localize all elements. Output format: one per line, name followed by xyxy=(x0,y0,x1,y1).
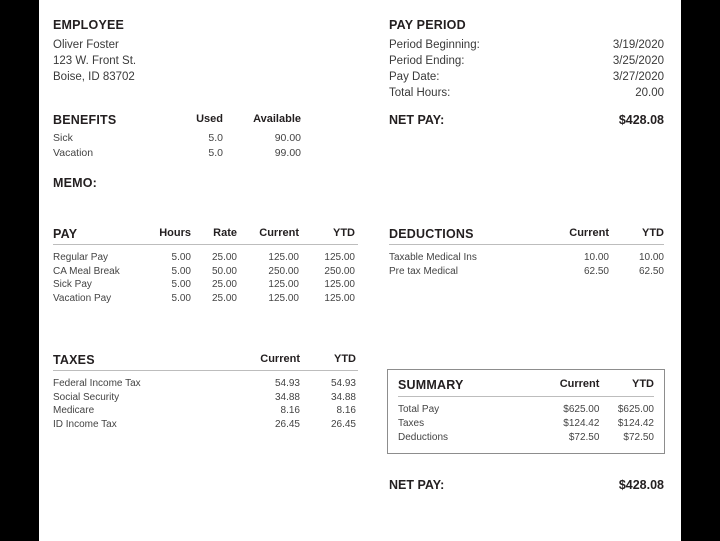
tax-current: 54.93 xyxy=(274,378,300,389)
benefit-available: 90.00 xyxy=(274,132,301,144)
net-pay-top-label: NET PAY: xyxy=(389,113,445,127)
table-row xyxy=(398,431,654,445)
pay-item-name: CA Meal Break xyxy=(53,265,120,277)
table-row xyxy=(398,403,654,417)
summary-item-ytd: $124.42 xyxy=(617,418,654,429)
summary-header-row xyxy=(398,378,654,397)
pay-table-heading: PAY xyxy=(53,227,78,241)
employee-address-line2: Boise, ID 83702 xyxy=(53,71,135,83)
table-row xyxy=(53,391,358,405)
tax-ytd: 8.16 xyxy=(336,405,356,416)
period-ending-label: Period Ending: xyxy=(389,55,465,67)
tax-ytd: 26.45 xyxy=(330,418,356,430)
employee-section xyxy=(53,18,303,85)
benefit-name: Vacation xyxy=(53,147,94,159)
pay-item-current: 125.00 xyxy=(268,279,299,290)
period-beginning-value: 3/19/2020 xyxy=(612,39,664,51)
pay-period-row xyxy=(389,85,664,101)
tax-current: 8.16 xyxy=(280,405,300,416)
summary-ytd-header: YTD xyxy=(632,378,654,390)
table-row xyxy=(389,251,664,265)
pay-item-name: Vacation Pay xyxy=(53,292,112,304)
pay-item-name: Sick Pay xyxy=(53,279,92,290)
benefits-header-row xyxy=(53,113,303,127)
pay-item-ytd: 125.00 xyxy=(324,252,355,263)
pay-period-heading: PAY PERIOD xyxy=(389,18,466,32)
benefit-name: Sick xyxy=(53,132,73,144)
net-pay-bottom-value: $428.08 xyxy=(618,478,664,492)
summary-item-name: Total Pay xyxy=(398,404,440,415)
table-row xyxy=(389,265,664,279)
table-row xyxy=(53,404,358,418)
employee-heading: EMPLOYEE xyxy=(53,18,125,32)
pay-item-current: 125.00 xyxy=(268,252,299,263)
employee-address-line1: 123 W. Front St. xyxy=(53,55,137,67)
table-row xyxy=(53,278,358,292)
tax-name: Social Security xyxy=(53,391,120,403)
table-row xyxy=(53,292,358,306)
tax-current: 26.45 xyxy=(274,418,300,430)
tax-name: Medicare xyxy=(53,405,95,416)
net-pay-top xyxy=(389,113,664,127)
benefit-used: 5.0 xyxy=(208,147,223,159)
paystub xyxy=(39,0,681,541)
summary-heading: SUMMARY xyxy=(398,378,464,392)
pay-item-rate: 25.00 xyxy=(211,279,237,290)
net-pay-bottom xyxy=(389,478,664,492)
deductions-table-body xyxy=(389,245,664,278)
total-hours-label: Total Hours: xyxy=(389,87,451,99)
deductions-table-heading: DEDUCTIONS xyxy=(389,227,474,241)
summary-item-name: Deductions xyxy=(398,432,449,443)
pay-item-ytd: 125.00 xyxy=(324,279,355,290)
pay-item-ytd: 125.00 xyxy=(324,292,355,304)
pay-item-hours: 5.00 xyxy=(171,265,191,277)
deductions-current-header: Current xyxy=(569,227,609,239)
table-row xyxy=(53,418,358,432)
benefits-available-header: Available xyxy=(253,113,301,125)
summary-item-ytd: $72.50 xyxy=(623,432,654,443)
taxes-table-header-row xyxy=(53,353,358,371)
period-ending-value: 3/25/2020 xyxy=(612,55,664,67)
summary-item-current: $72.50 xyxy=(568,432,600,443)
summary-item-current: $625.00 xyxy=(563,404,600,415)
table-row xyxy=(53,251,358,265)
benefits-heading: BENEFITS xyxy=(53,113,117,127)
pay-item-hours: 5.00 xyxy=(171,292,191,304)
deduction-current: 10.00 xyxy=(583,252,609,263)
taxes-current-header: Current xyxy=(260,353,300,365)
table-row xyxy=(53,377,358,391)
summary-current-header: Current xyxy=(559,378,600,390)
employee-name: Oliver Foster xyxy=(53,39,119,51)
net-pay-top-value: $428.08 xyxy=(618,113,664,127)
tax-name: Federal Income Tax xyxy=(53,378,141,389)
memo-heading: MEMO: xyxy=(53,176,98,190)
deduction-current: 62.50 xyxy=(583,265,609,277)
taxes-table-body xyxy=(53,371,358,431)
pay-item-current: 125.00 xyxy=(268,292,299,304)
benefits-row xyxy=(53,131,303,146)
summary-item-ytd: $625.00 xyxy=(617,404,654,415)
paystub-page xyxy=(39,0,681,541)
deduction-name: Taxable Medical Ins xyxy=(389,252,477,263)
net-pay-bottom-label: NET PAY: xyxy=(389,478,445,492)
summary-box xyxy=(387,369,665,454)
pay-period-row xyxy=(389,37,664,53)
taxes-table xyxy=(53,353,358,431)
tax-ytd: 34.88 xyxy=(330,391,356,403)
tax-current: 34.88 xyxy=(274,391,300,403)
pay-item-rate: 50.00 xyxy=(211,265,237,277)
pay-item-rate: 25.00 xyxy=(211,292,237,304)
table-row xyxy=(53,265,358,279)
taxes-ytd-header: YTD xyxy=(334,353,356,365)
pay-rate-header: Rate xyxy=(213,227,237,239)
benefits-used-header: Used xyxy=(196,113,223,125)
deductions-table-header-row xyxy=(389,227,664,245)
pay-item-current: 250.00 xyxy=(268,265,299,277)
summary-item-name: Taxes xyxy=(398,418,425,429)
pay-period-row xyxy=(389,69,664,85)
pay-table-header-row xyxy=(53,227,358,245)
pay-period-section xyxy=(389,18,664,101)
deduction-ytd: 10.00 xyxy=(638,252,664,263)
table-row xyxy=(398,417,654,431)
benefit-available: 99.00 xyxy=(274,147,301,159)
pay-item-rate: 25.00 xyxy=(211,252,237,263)
benefits-row xyxy=(53,146,303,161)
tax-ytd: 54.93 xyxy=(330,378,356,389)
pay-date-label: Pay Date: xyxy=(389,71,440,83)
pay-date-value: 3/27/2020 xyxy=(612,71,664,83)
deduction-name: Pre tax Medical xyxy=(389,265,458,277)
pay-hours-header: Hours xyxy=(159,227,191,239)
summary-item-current: $124.42 xyxy=(563,418,600,429)
taxes-table-heading: TAXES xyxy=(53,353,95,367)
pay-table-body xyxy=(53,245,358,305)
pay-item-hours: 5.00 xyxy=(171,279,191,290)
pay-ytd-header: YTD xyxy=(333,227,355,239)
deductions-ytd-header: YTD xyxy=(642,227,664,239)
period-beginning-label: Period Beginning: xyxy=(389,39,480,51)
pay-period-row xyxy=(389,53,664,69)
summary-body xyxy=(398,397,654,445)
benefits-section xyxy=(53,113,303,161)
deduction-ytd: 62.50 xyxy=(638,265,664,277)
pay-item-hours: 5.00 xyxy=(171,252,191,263)
tax-name: ID Income Tax xyxy=(53,418,117,430)
pay-item-name: Regular Pay xyxy=(53,252,109,263)
total-hours-value: 20.00 xyxy=(635,87,664,99)
pay-item-ytd: 250.00 xyxy=(324,265,355,277)
benefit-used: 5.0 xyxy=(208,132,223,144)
deductions-table xyxy=(389,227,664,278)
pay-table xyxy=(53,227,358,305)
pay-current-header: Current xyxy=(259,227,299,239)
